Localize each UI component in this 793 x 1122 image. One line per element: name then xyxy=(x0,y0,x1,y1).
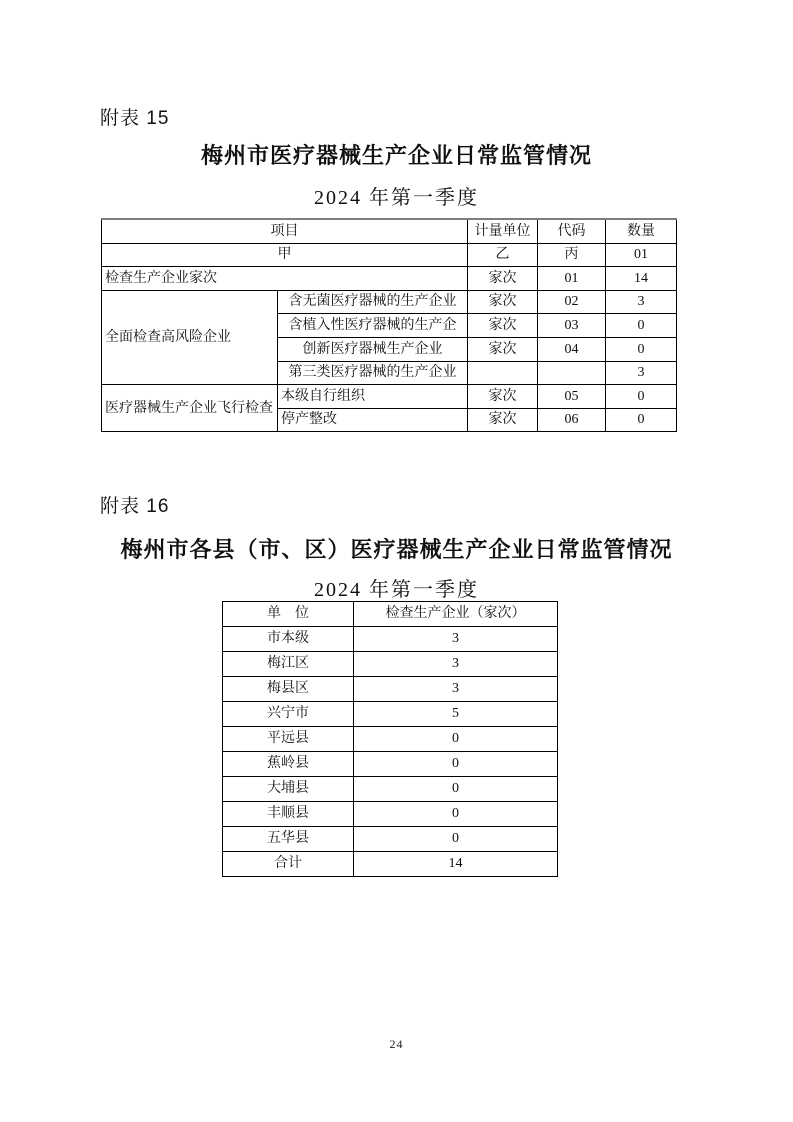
cell-unit: 兴宁市 xyxy=(223,702,354,727)
appendix-15-label: 附表 15 xyxy=(100,108,170,129)
cell-count: 0 xyxy=(354,727,558,752)
header-unit: 计量单位 xyxy=(468,219,538,243)
cell-count: 3 xyxy=(354,652,558,677)
column-key-row xyxy=(102,243,677,267)
colkey-item: 甲 xyxy=(102,243,468,267)
cell-count: 3 xyxy=(354,627,558,652)
cell-unit: 五华县 xyxy=(223,827,354,852)
cell-unit: 家次 xyxy=(468,337,538,361)
cell-unit: 家次 xyxy=(468,267,538,291)
table-row xyxy=(102,290,677,314)
group-label-flight: 医疗器械生产企业飞行检查 xyxy=(102,385,278,432)
cell-code: 03 xyxy=(538,314,606,338)
cell-code: 02 xyxy=(538,290,606,314)
cell-unit: 梅江区 xyxy=(223,652,354,677)
cell-subitem: 第三类医疗器械的生产企业 xyxy=(278,361,468,385)
cell-unit: 市本级 xyxy=(223,627,354,652)
cell-unit: 合计 xyxy=(223,852,354,877)
cell-count: 0 xyxy=(354,802,558,827)
cell-subitem: 本级自行组织 xyxy=(278,385,468,409)
header-qty: 数量 xyxy=(606,219,677,243)
cell-unit: 家次 xyxy=(468,385,538,409)
header-item: 项目 xyxy=(102,219,468,243)
cell-subitem: 含无菌医疗器械的生产企业 xyxy=(278,290,468,314)
colkey-unit: 乙 xyxy=(468,243,538,267)
appendix-16-label: 附表 16 xyxy=(100,496,170,517)
table-row xyxy=(223,802,558,827)
header-code: 代码 xyxy=(538,219,606,243)
table-row xyxy=(223,702,558,727)
table-row xyxy=(223,777,558,802)
cell-unit: 家次 xyxy=(468,314,538,338)
cell-count: 0 xyxy=(354,752,558,777)
cell-qty: 0 xyxy=(606,337,677,361)
cell-qty: 3 xyxy=(606,290,677,314)
table-row xyxy=(102,385,677,409)
table-row xyxy=(102,267,677,291)
cell-subitem: 创新医疗器械生产企业 xyxy=(278,337,468,361)
table16-subtitle: 2024 年第一季度 xyxy=(314,579,479,601)
cell-unit xyxy=(468,361,538,385)
table-row xyxy=(223,727,558,752)
cell-qty: 0 xyxy=(606,408,677,432)
cell-subitem: 含植入性医疗器械的生产企 xyxy=(278,314,468,338)
colkey-code: 丙 xyxy=(538,243,606,267)
cell-unit: 丰顺县 xyxy=(223,802,354,827)
page-number: 24 xyxy=(389,1037,404,1051)
table-row xyxy=(223,627,558,652)
table-row xyxy=(223,677,558,702)
cell-unit: 家次 xyxy=(468,408,538,432)
table-row xyxy=(223,852,558,877)
cell-count: 5 xyxy=(354,702,558,727)
cell-qty: 14 xyxy=(606,267,677,291)
supervision-summary-table xyxy=(101,218,677,432)
cell-qty: 3 xyxy=(606,361,677,385)
cell-qty: 0 xyxy=(606,385,677,409)
cell-unit: 梅县区 xyxy=(223,677,354,702)
cell-code: 05 xyxy=(538,385,606,409)
colkey-qty: 01 xyxy=(606,243,677,267)
cell-count: 0 xyxy=(354,777,558,802)
header-unit: 单 位 xyxy=(223,602,354,627)
table15-subtitle: 2024 年第一季度 xyxy=(314,187,479,209)
header-count: 检查生产企业（家次） xyxy=(354,602,558,627)
table-row xyxy=(223,752,558,777)
county-supervision-table xyxy=(222,601,558,877)
cell-item: 检查生产企业家次 xyxy=(102,267,468,291)
table-row xyxy=(223,652,558,677)
cell-unit: 平远县 xyxy=(223,727,354,752)
cell-qty: 0 xyxy=(606,314,677,338)
cell-unit: 蕉岭县 xyxy=(223,752,354,777)
cell-subitem: 停产整改 xyxy=(278,408,468,432)
table-header-row xyxy=(223,602,558,627)
cell-code: 04 xyxy=(538,337,606,361)
cell-unit: 大埔县 xyxy=(223,777,354,802)
cell-code xyxy=(538,361,606,385)
cell-count: 14 xyxy=(354,852,558,877)
group-label-highrisk: 全面检查高风险企业 xyxy=(102,290,278,384)
table-header-row xyxy=(102,219,677,243)
table-row xyxy=(223,827,558,852)
cell-count: 3 xyxy=(354,677,558,702)
cell-code: 01 xyxy=(538,267,606,291)
cell-count: 0 xyxy=(354,827,558,852)
cell-code: 06 xyxy=(538,408,606,432)
table16-title: 梅州市各县（市、区）医疗器械生产企业日常监管情况 xyxy=(120,537,673,562)
cell-unit: 家次 xyxy=(468,290,538,314)
table15-title: 梅州市医疗器械生产企业日常监管情况 xyxy=(200,143,592,168)
